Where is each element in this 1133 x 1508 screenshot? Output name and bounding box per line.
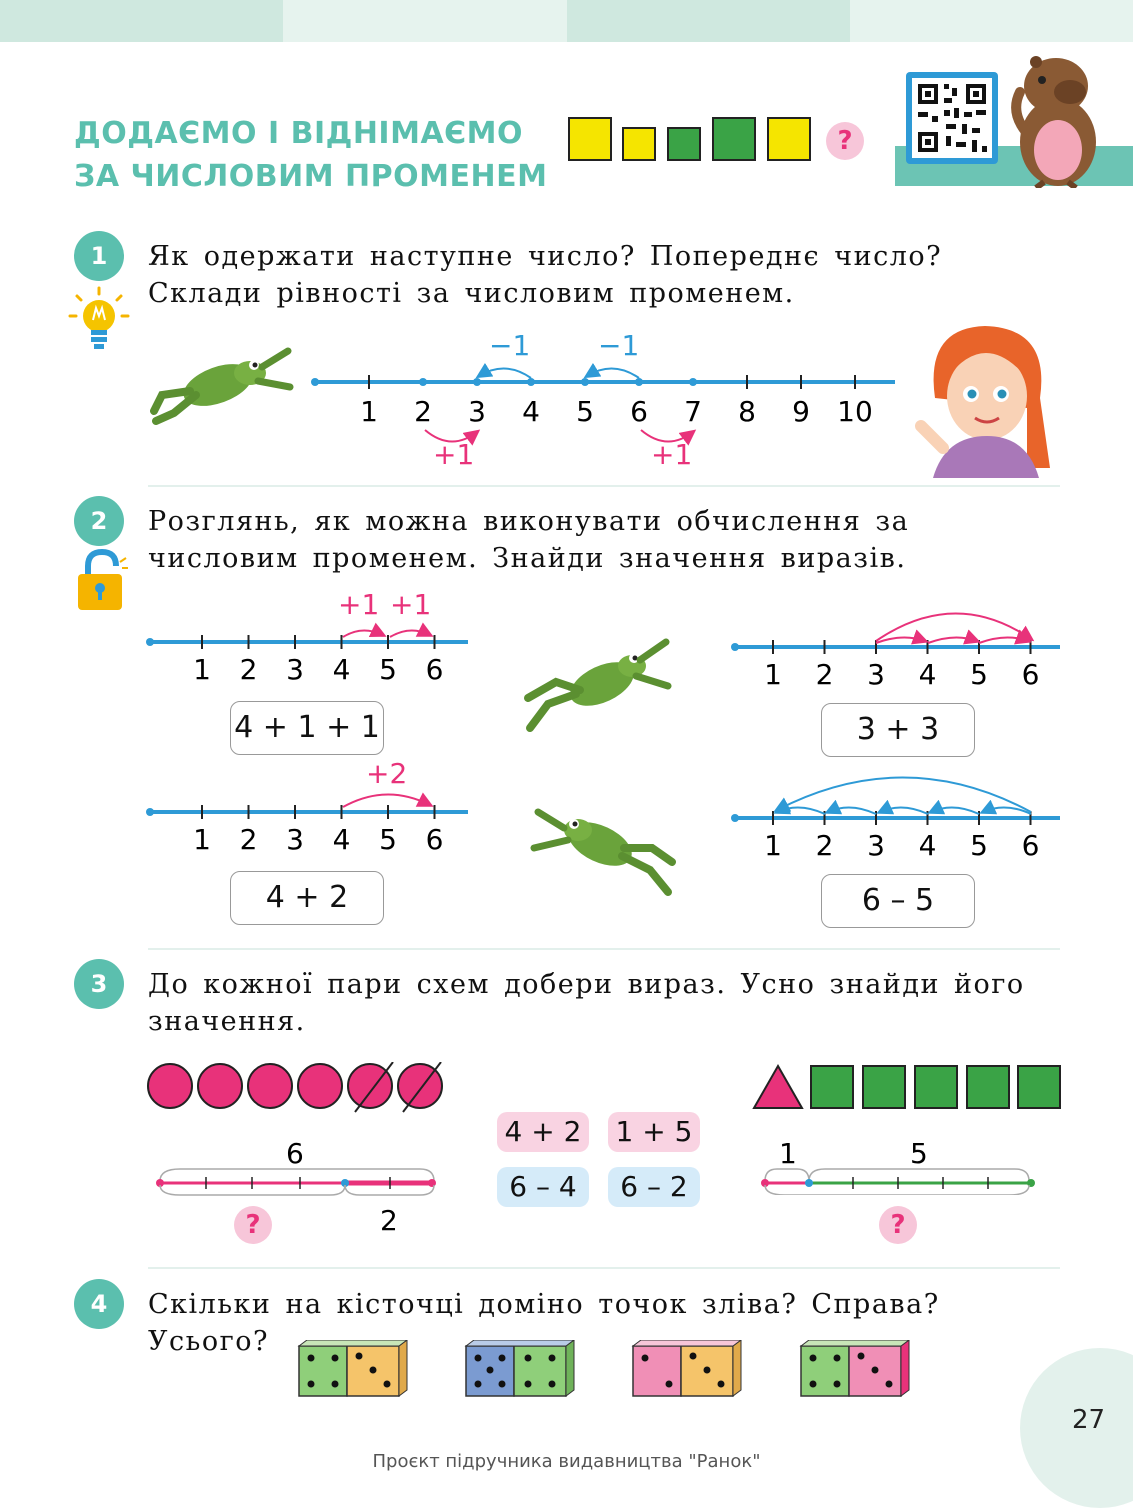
tick-label: 5	[379, 653, 397, 685]
tick-label: 1	[764, 658, 782, 691]
number-line-task2-bottom-left	[140, 755, 475, 855]
tick-label: 5	[379, 823, 397, 855]
divider-2	[148, 948, 1060, 950]
t3-right-question: ?	[879, 1206, 917, 1244]
t3-left-part: 2	[380, 1204, 398, 1235]
tick-label: 2	[414, 395, 432, 428]
tick-label: 3	[867, 658, 885, 691]
number-line-task2-top-right	[725, 595, 1065, 695]
lightbulb-icon	[68, 286, 130, 354]
number-line-task1	[305, 328, 900, 473]
tick-label: 6	[1021, 829, 1040, 862]
tick-label: 5	[576, 395, 594, 428]
tick-label: 3	[468, 395, 486, 428]
capybara-illustration	[1006, 52, 1110, 188]
divider-3	[148, 1267, 1060, 1269]
tick-label: 1	[193, 653, 211, 685]
page-title	[74, 112, 547, 198]
tick-label: 6	[1021, 658, 1040, 691]
title-line-2: ЗА ЧИСЛОВИМ ПРОМЕНЕМ	[74, 159, 548, 194]
task-3-text: До кожної пари схем добери вираз. Усно знайди його значення.	[148, 969, 1025, 1037]
t3-right-part2: 5	[910, 1137, 928, 1170]
top-band-4	[850, 0, 1133, 42]
expr-bottom-left-text: 4 + 2	[265, 880, 349, 915]
tick-label: 6	[425, 653, 444, 685]
tick-label: 10	[837, 395, 873, 428]
segment-scheme-right	[755, 1135, 1045, 1195]
title-line-1: ДОДАЄМО І ВІДНІМАЄМО	[74, 116, 524, 151]
tick-label: 9	[792, 395, 810, 428]
tick-point	[581, 378, 589, 386]
task-1-number: 1	[74, 231, 124, 281]
domino-2	[464, 1340, 579, 1400]
tick-label: 4	[332, 653, 351, 685]
tick-label: 4	[332, 823, 351, 855]
t1-minus-label-2: −1	[598, 329, 640, 362]
chip-expression-3[interactable]: 6 – 4	[497, 1167, 589, 1207]
expr-bottom-left	[230, 871, 384, 925]
t2-tl-label-2: +1	[390, 588, 432, 621]
tick-point	[635, 378, 643, 386]
tick-label: 3	[867, 829, 885, 862]
tick-label: 3	[286, 823, 304, 855]
task-1-text: Як одержати наступне число? Попереднє число? Склади рівності за числовим променем.	[148, 241, 943, 309]
header-question-mark: ?	[826, 122, 864, 160]
expr-top-right-text: 3 + 3	[856, 712, 940, 747]
divider-1	[148, 485, 1060, 487]
segment-scheme-left	[150, 1135, 450, 1235]
task-4-number: 4	[74, 1279, 124, 1329]
expr-top-right	[821, 703, 975, 757]
tick-label: 3	[286, 653, 304, 685]
padlock-icon	[72, 548, 130, 612]
tick-label: 2	[815, 658, 834, 691]
frog-illustration-1	[150, 345, 300, 425]
tick-label: 8	[738, 395, 756, 428]
top-band-1	[0, 0, 283, 42]
shapes-scheme	[752, 1062, 1062, 1112]
expr-bottom-right-text: 6 – 5	[861, 883, 935, 918]
chip-expression-4[interactable]: 6 – 2	[608, 1167, 700, 1207]
t1-plus-label-2: +1	[651, 438, 693, 471]
tick-point	[689, 378, 697, 386]
tick-label: 4	[918, 658, 937, 691]
tick-label: 1	[193, 823, 211, 855]
tick-label: 2	[239, 823, 258, 855]
domino-4	[799, 1340, 914, 1400]
expr-bottom-right	[821, 874, 975, 928]
top-band-2	[283, 0, 567, 42]
expr-top-left-text: 4 + 1 + 1	[234, 710, 380, 745]
chip-expression-1[interactable]: 4 + 2	[497, 1112, 589, 1152]
circles-scheme	[145, 1062, 450, 1114]
footer-text: Проєкт підручника видавництва "Ранок"	[372, 1451, 761, 1472]
tick-label: 2	[815, 829, 834, 862]
frog-illustration-2	[522, 632, 672, 736]
tick-point	[473, 378, 481, 386]
tick-label: 5	[970, 829, 988, 862]
number-line-task2-top-left	[140, 585, 475, 685]
domino-3	[631, 1340, 746, 1400]
t3-left-total: 6	[286, 1137, 304, 1170]
tick-label: 7	[684, 395, 702, 428]
t3-left-question: ?	[234, 1206, 272, 1244]
t3-right-part1: 1	[779, 1137, 797, 1170]
tick-label: 4	[918, 829, 937, 862]
t2-tl-label-1: +1	[338, 588, 380, 621]
t1-plus-label-1: +1	[433, 438, 475, 471]
frog-illustration-3	[528, 800, 678, 904]
tick-label: 1	[764, 829, 782, 862]
tick-label: 6	[425, 823, 444, 855]
domino-1	[297, 1340, 412, 1400]
tick-label: 5	[970, 658, 988, 691]
t1-minus-label-1: −1	[489, 329, 531, 362]
tick-label: 6	[630, 395, 648, 428]
tick-point	[527, 378, 535, 386]
top-band-3	[567, 0, 850, 42]
number-line-task2-bottom-right	[725, 766, 1065, 866]
tick-label: 1	[360, 395, 378, 428]
tick-point	[419, 378, 427, 386]
task-4-text: Скільки на кісточці доміно точок зліва? Справа? Усього?	[148, 1289, 940, 1357]
tick-label: 2	[239, 653, 258, 685]
expr-top-left	[230, 701, 384, 755]
task-2-number: 2	[74, 496, 124, 546]
task-2-text: Розглянь, як можна виконувати обчислення за числовим променем. Знайди значення виразів.	[148, 506, 910, 574]
page-number: 27	[1072, 1405, 1106, 1435]
girl-illustration	[915, 318, 1060, 478]
qr-code-icon	[906, 72, 998, 164]
t2-bl-label: +2	[366, 757, 408, 790]
chip-expression-2[interactable]: 1 + 5	[608, 1112, 700, 1152]
tick-label: 4	[522, 395, 540, 428]
task-3-number: 3	[74, 959, 124, 1009]
qr-code[interactable]	[906, 72, 998, 164]
